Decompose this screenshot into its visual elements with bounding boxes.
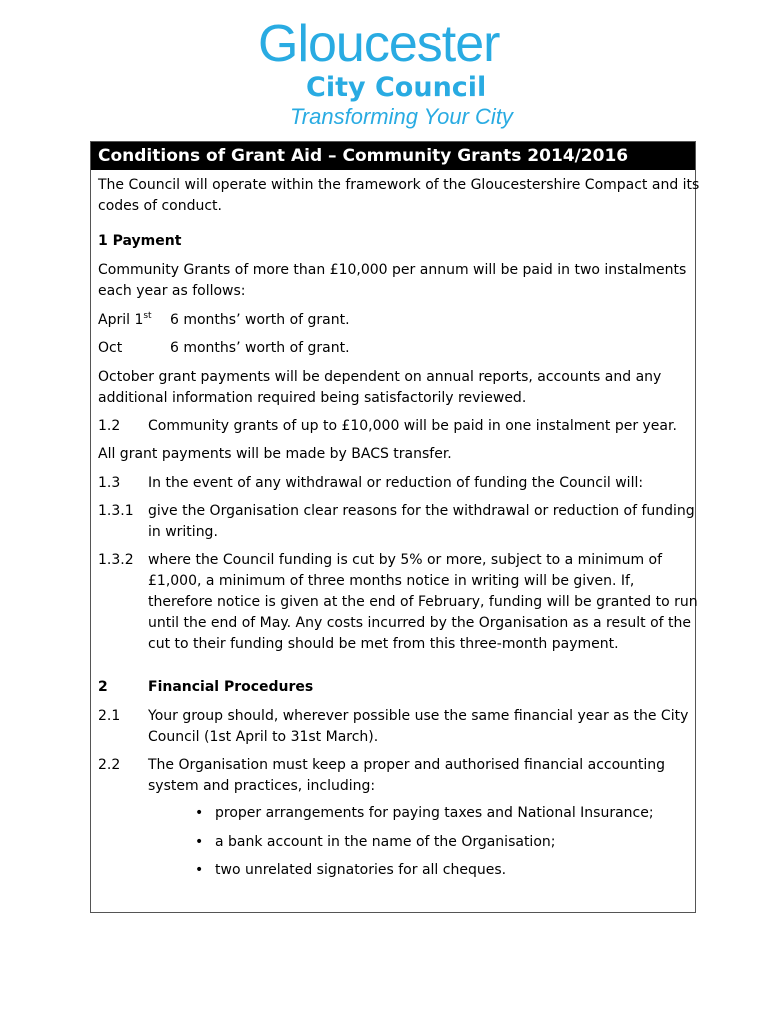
clause-1-3-1-line-2: in writing. (148, 524, 218, 540)
schedule-text-oct: 6 months’ worth of grant. (170, 340, 350, 356)
october-text-line-2: additional information required being satisfactorily reviewed. (98, 390, 527, 406)
schedule-month-april: April 1st (98, 311, 152, 328)
clause-1-3-2-line-2: £1,000, a minimum of three months notice in writing will be given. If, (148, 573, 635, 589)
logo-subtitle: City Council (306, 72, 487, 103)
bullet-marker: • (195, 862, 204, 878)
schedule-month-oct: Oct (98, 340, 123, 356)
logo-wordmark: Gloucester (258, 15, 500, 73)
bullet-item-signatories: two unrelated signatories for all cheques. (215, 862, 507, 878)
clause-2-1-number: 2.1 (98, 708, 121, 724)
conditions-box (90, 141, 700, 913)
intro-line-1: The Council will operate within the framework of the Gloucestershire Compact and its (98, 177, 700, 193)
clause-1-3-text: In the event of any withdrawal or reduction of funding the Council will: (148, 475, 644, 491)
payment-heading: 1 Payment (98, 233, 182, 249)
clause-1-3-2-number: 1.3.2 (98, 552, 134, 568)
clause-1-2-text: Community grants of up to £10,000 will be paid in one instalment per year. (148, 418, 677, 434)
clause-2-1-line-2: Council (1st April to 31st March). (148, 729, 379, 745)
clause-1-3-number: 1.3 (98, 475, 121, 491)
clause-2-1-line-1: Your group should, wherever possible use the same financial year as the City (148, 708, 689, 724)
section-2-number: 2 (98, 679, 108, 695)
clause-2-2-line-1: The Organisation must keep a proper and authorised financial accounting (148, 757, 666, 773)
logo-tagline: Transforming Your City (290, 104, 513, 129)
clause-1-3-2-line-3: therefore notice is given at the end of February, funding will be granted to run (148, 594, 698, 610)
clause-1-3-1-line-1: give the Organisation clear reasons for the withdrawal or reduction of funding (148, 503, 695, 519)
schedule-text-april: 6 months’ worth of grant. (170, 312, 350, 328)
payment-text-line-1: Community Grants of more than £10,000 per annum will be paid in two instalments (98, 262, 687, 278)
clause-1-3-2-line-5: cut to their funding should be met from this three-month payment. (148, 636, 619, 652)
bullet-item-taxes: proper arrangements for paying taxes and National Insurance; (215, 805, 654, 821)
clause-1-3-2-line-1: where the Council funding is cut by 5% or more, subject to a minimum of (148, 552, 663, 568)
bullet-item-bank-account: a bank account in the name of the Organisation; (215, 834, 556, 850)
title-bar (91, 142, 695, 170)
clause-2-2-number: 2.2 (98, 757, 121, 773)
clause-1-2-number: 1.2 (98, 418, 121, 434)
council-logo (258, 14, 518, 129)
bullet-marker: • (195, 834, 204, 850)
clause-2-2-line-2: system and practices, including: (148, 778, 376, 794)
bacs-text: All grant payments will be made by BACS transfer. (98, 446, 452, 462)
october-text-line-1: October grant payments will be dependent on annual reports, accounts and any (98, 369, 662, 385)
document-title: Conditions of Grant Aid – Community Grants 2014/2016 (98, 146, 629, 166)
intro-line-2: codes of conduct. (98, 198, 222, 214)
clause-1-3-1-number: 1.3.1 (98, 503, 134, 519)
bullet-marker: • (195, 805, 204, 821)
clause-1-3-2-line-4: until the end of May. Any costs incurred by the Organisation as a result of the (148, 615, 691, 631)
section-2-heading: Financial Procedures (148, 679, 314, 695)
payment-text-line-2: each year as follows: (98, 283, 246, 299)
